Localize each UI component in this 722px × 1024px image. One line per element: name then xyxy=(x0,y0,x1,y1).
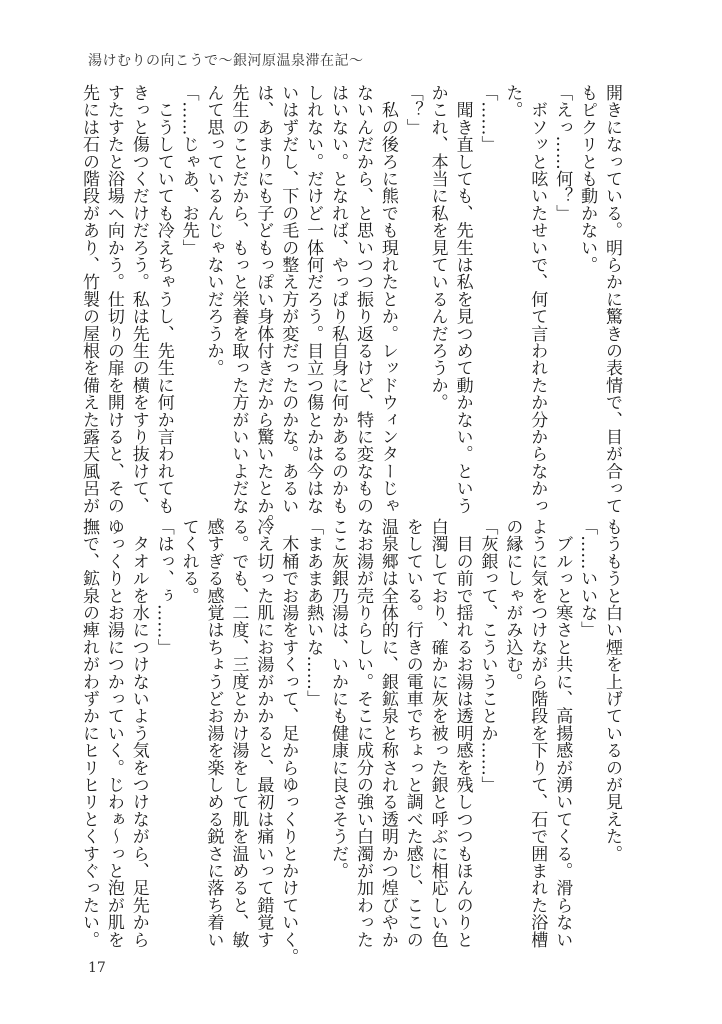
text-block-top xyxy=(76,84,624,532)
text-column: は、あまりにも子どもっぽい身体付きだから驚いたとか。 xyxy=(253,84,274,532)
text-column: 先には石の階段があり、竹製の屋根を備えた露天風呂が xyxy=(78,84,99,514)
text-column: 「灰銀って、こういうことか……」 xyxy=(477,518,498,794)
text-column: た。 xyxy=(502,84,523,119)
text-column: 「まあまあ熱いな……」 xyxy=(303,518,324,708)
text-column: もうもうと白い煙を上げているのが見えた。 xyxy=(602,518,622,862)
text-column: ないんだから、と思いつつ振り返るけど、特に変なもの xyxy=(352,84,373,514)
text-column: ように気をつけながら階段を下りて、石で囲まれた浴槽 xyxy=(527,518,548,948)
text-column: もピクリとも動かない。 xyxy=(577,84,598,274)
text-column: 撫で、鉱泉の痺れがわずかにヒリヒリとくすぐったい。 xyxy=(78,518,99,948)
text-column: 先生のことだから、もっと栄養を取った方がいいよだな xyxy=(228,84,249,514)
text-column: すたすたと浴場へ向かう。仕切りの扉を開けると、その xyxy=(103,84,124,514)
text-column: 温泉郷は全体的に、銀鉱泉と称される透明かつ煌びやか xyxy=(377,518,398,948)
text-column: ボソッと呟いたせいで、何て言われたか分からなかっ xyxy=(527,84,548,514)
text-column: 聞き直しても、先生は私を見つめて動かない。という xyxy=(452,84,473,514)
page-number: 17 xyxy=(88,960,106,976)
text-column: 開きになっている。明らかに驚きの表情で、目が合って xyxy=(602,84,622,514)
text-block-bottom xyxy=(76,518,624,966)
text-column: いはずだし、下の毛の整え方が変だったのかな。あるい xyxy=(278,84,299,514)
text-column: タオルを水につけないよう気をつけながら、足先から xyxy=(128,518,149,948)
text-column: 私の後ろに熊でも現れたとか。レッドウィンターじゃ xyxy=(377,84,398,514)
text-column: 冷え切った肌にお湯がかかると、最初は痛いって錯覚す xyxy=(253,518,274,948)
text-column: 「……」 xyxy=(477,84,498,153)
text-column: てくれる。 xyxy=(178,518,199,604)
text-column: ゆっくりとお湯につかっていく。じわぁ～っと泡が肌を xyxy=(103,518,124,948)
text-column: 「？」 xyxy=(402,84,423,136)
text-column: かこれ、本当に私を見ているんだろうか。 xyxy=(427,84,448,411)
text-column: 「はっ、ぅ……」 xyxy=(153,518,174,656)
text-column: 目の前で揺れるお湯は透明感を残しつつもほんのりと xyxy=(452,518,473,948)
text-column: 感すぎる感覚はちょうどお湯を楽しめる鋭さに落ち着い xyxy=(203,518,224,948)
text-column: はいない。となれば、やっぱり私自身に何かあるのかも xyxy=(328,84,349,514)
text-column: しれない。だけど一体何だろう。目立つ傷とかは今はな xyxy=(303,84,324,514)
text-column: る。でも、二度、三度とかけ湯をして肌を温めると、敏 xyxy=(228,518,249,948)
text-column: をしている。行きの電車でちょっと調べた感じ、ここの xyxy=(402,518,423,948)
text-column: こうしていても冷えちゃうし、先生に何か言われても xyxy=(153,84,174,514)
text-column: の縁にしゃがみ込む。 xyxy=(502,518,523,690)
running-header: 湯けむりの向こうで～銀河原温泉滞在記～ xyxy=(88,53,364,69)
text-column: なお湯が売りらしい。そこに成分の強い白濁が加わった xyxy=(352,518,373,948)
text-column: 「えっ……何？」 xyxy=(552,84,573,222)
text-column: 白濁しており、確かに灰を被った銀と呼ぶに相応しい色 xyxy=(427,518,448,948)
text-column: んて思っているんじゃないだろうか。 xyxy=(203,84,224,377)
text-column: 「……いいな」 xyxy=(577,518,598,639)
text-column: ここ灰銀乃湯は、いかにも健康に良さそうだ。 xyxy=(328,518,349,880)
text-column: ブルっと寒さと共に、高揚感が湧いてくる。滑らない xyxy=(552,518,573,948)
text-column: 「……じゃあ、お先」 xyxy=(178,84,199,256)
text-column: 木桶でお湯をすくって、足からゆっくりとかけていく。 xyxy=(278,518,299,966)
text-column: きっと傷つくだけだろう。私は先生の横をすり抜けて、 xyxy=(128,84,149,514)
